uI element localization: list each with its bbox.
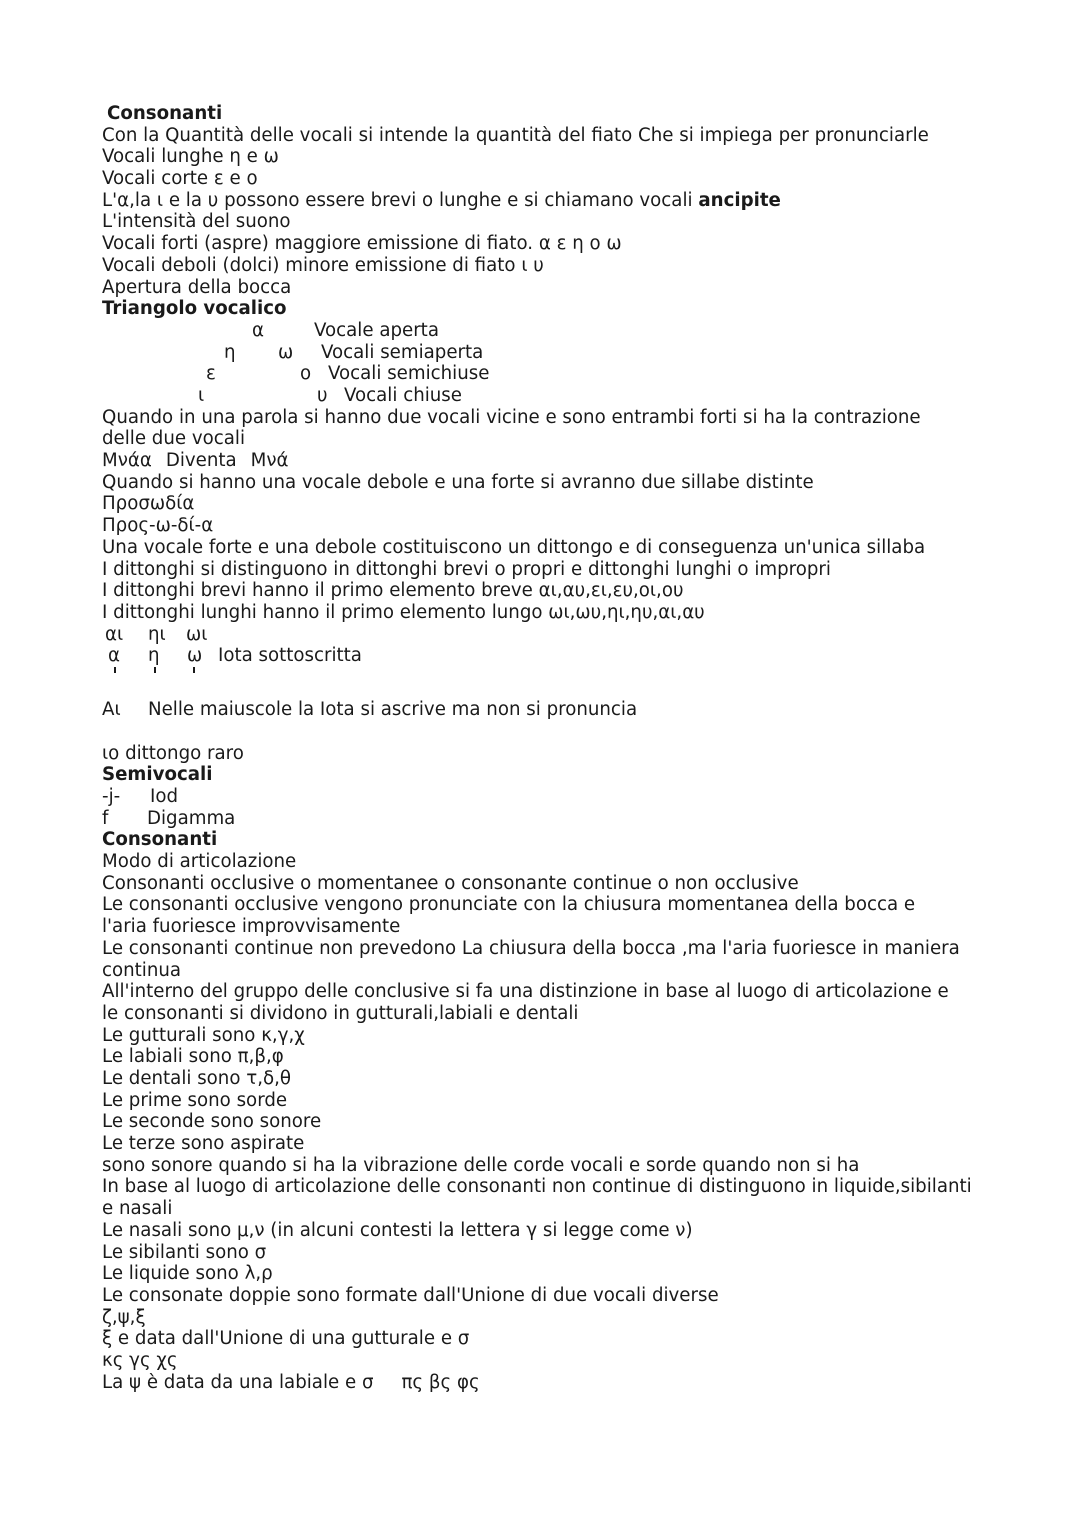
consonanti-line: Le gutturali sono κ,γ,χ bbox=[102, 1024, 305, 1046]
consonanti-line: In base al luogo di articolazione delle consonanti non continue di distinguono in liquide,sibilanti e nasali bbox=[102, 1176, 972, 1220]
consonanti-line: Le sibilanti sono σ bbox=[102, 1241, 267, 1263]
tri-alpha: α bbox=[252, 319, 264, 341]
consonanti-line: Le prime sono sorde bbox=[102, 1089, 288, 1111]
uppercase-text: Nelle maiuscole la Iota si ascrive ma non si pronuncia bbox=[148, 698, 638, 720]
iota-subscript-mark bbox=[193, 667, 195, 673]
diphthong-line: I dittonghi si distinguono in dittonghi brevi o propri e dittonghi lunghi o impropri bbox=[102, 558, 831, 580]
tri-epsilon: ε bbox=[206, 363, 216, 385]
consonanti-line: Le terze sono aspirate bbox=[102, 1133, 305, 1155]
ancipite-bold: ancipite bbox=[698, 189, 781, 211]
intensity-line: L'intensità del suono bbox=[102, 211, 291, 233]
mnaa-result: Μνά bbox=[250, 450, 289, 472]
triangle-heading: Triangolo vocalico bbox=[102, 298, 287, 320]
vowel-triangle bbox=[102, 320, 1002, 407]
semivocale-digamma bbox=[102, 808, 1002, 830]
diphthong-line: Προς-ω-δί-α bbox=[102, 515, 214, 537]
ancipite-text: L'α,la ι e la υ possono essere brevi o lunghe e si chiamano vocali bbox=[102, 189, 699, 211]
diphthong-line: I dittonghi brevi hanno il primo elemento breve αι,αυ,ει,ευ,οι,ου bbox=[102, 580, 684, 602]
uppercase-letter: Aι bbox=[102, 698, 121, 720]
document-page bbox=[102, 103, 1002, 1393]
consonanti-line: All'interno del gruppo delle conclusive si fa una distinzione in base al luogo di articolazione e le consonanti si dividono in gutturali,labiali e dentali bbox=[102, 981, 949, 1024]
intro-line: Con la Quantità delle vocali si intende la quantità del fiato Che si impiega per pronunciarle bbox=[102, 124, 929, 146]
consonanti-line: sono sonore quando si ha la vibrazione delle corde vocali e sorde quando non si ha bbox=[102, 1154, 860, 1176]
iota-d3: ωι bbox=[186, 623, 208, 645]
mnaa-becomes: Diventa bbox=[165, 450, 237, 472]
iota-d1: αι bbox=[105, 623, 124, 645]
diphthong-line: I dittonghi lunghi hanno il primo elemento lungo ωι,ωυ,ηι,ηυ,αι,αυ bbox=[102, 601, 705, 623]
consonanti-line: Modo di articolazione bbox=[102, 851, 297, 873]
consonanti-line: ξ e data dall'Unione di una gutturale e σ bbox=[102, 1328, 470, 1350]
iod-name: Iod bbox=[150, 786, 179, 808]
tri-label-semiopen: Vocali semiaperta bbox=[321, 341, 484, 363]
psi-groups: πς βς φς bbox=[401, 1371, 480, 1393]
consonanti-line: ζ,ψ,ξ bbox=[102, 1306, 146, 1328]
consonanti-line: Le labiali sono π,β,φ bbox=[102, 1046, 284, 1068]
iota-subscript-row bbox=[102, 645, 1002, 667]
diphthong-line: Una vocale forte e una debole costituiscono un dittongo e di conseguenza un'unica sillaba bbox=[102, 536, 926, 558]
intro-line: Vocali lunghe η e ω bbox=[102, 146, 279, 168]
iota-d2: ηι bbox=[148, 623, 166, 645]
uppercase-line bbox=[102, 699, 1002, 721]
consonanti-line: κς γς χς bbox=[102, 1350, 178, 1372]
diphthong-line: Προσωδία bbox=[102, 493, 195, 515]
mnaa-line bbox=[102, 450, 1002, 472]
iota-subscript-mark bbox=[154, 667, 156, 673]
ancipite-line bbox=[102, 190, 1002, 212]
title-consonanti: Consonanti bbox=[107, 103, 223, 124]
consonanti-heading: Consonanti bbox=[102, 829, 218, 851]
tri-label-open: Vocale aperta bbox=[314, 319, 439, 341]
iota-s1: α bbox=[108, 645, 120, 667]
consonanti-line: Le consonate doppie sono formate dall'Unione di due vocali diverse bbox=[102, 1284, 719, 1306]
digamma-symbol: f bbox=[102, 807, 109, 829]
consonanti-line: Le liquide sono λ,ρ bbox=[102, 1263, 273, 1285]
tri-iota: ι bbox=[198, 384, 205, 406]
consonanti-line: Consonanti occlusive o momentanee o consonante continue o non occlusive bbox=[102, 872, 799, 894]
mnaa-word: Μνάα bbox=[102, 450, 152, 472]
consonanti-line: Le dentali sono τ,δ,θ bbox=[102, 1068, 292, 1090]
iota-diphthongs bbox=[102, 624, 1002, 646]
iota-subscript-mark bbox=[114, 667, 116, 673]
tri-label-semiclosed: Vocali semichiuse bbox=[328, 363, 490, 385]
intensity-line: Apertura della bocca bbox=[102, 276, 292, 298]
semivocale-iod bbox=[102, 786, 1002, 808]
tri-label-closed: Vocali chiuse bbox=[344, 384, 462, 406]
semivocali-heading: Semivocali bbox=[102, 764, 213, 786]
intensity-line: Vocali deboli (dolci) minore emissione di fiato ι υ bbox=[102, 254, 544, 276]
intensity-line: Vocali forti (aspre) maggiore emissione di fiato. α ε η ο ω bbox=[102, 233, 622, 255]
iota-label: Iota sottoscritta bbox=[218, 645, 362, 667]
consonanti-line: Le nasali sono μ,ν (in alcuni contesti la lettera γ si legge come ν) bbox=[102, 1219, 693, 1241]
rare-diphthong: ιο dittongo raro bbox=[102, 742, 244, 764]
iota-s3: ω bbox=[187, 645, 203, 667]
iota-s2: η bbox=[148, 645, 160, 667]
consonanti-line: Le seconde sono sonore bbox=[102, 1111, 322, 1133]
consonanti-line: Le consonanti continue non prevedono La chiusura della bocca ,ma l'aria fuoriesce in maniera continua bbox=[102, 937, 960, 981]
diphthong-line: Quando si hanno una vocale debole e una forte si avranno due sillabe distinte bbox=[102, 471, 814, 493]
tri-eta: η bbox=[224, 341, 236, 363]
iota-subscript-marks bbox=[102, 667, 1002, 677]
tri-omega: ω bbox=[278, 341, 294, 363]
psi-line bbox=[102, 1372, 1002, 1394]
tri-omicron: ο bbox=[300, 363, 312, 385]
psi-text: La ψ è data da una labiale e σ bbox=[102, 1371, 374, 1393]
iod-symbol: -j- bbox=[102, 786, 121, 808]
digamma-name: Digamma bbox=[147, 807, 236, 829]
tri-upsilon: υ bbox=[317, 384, 328, 406]
contraction-text: Quando in una parola si hanno due vocali vicine e sono entrambi forti si ha la contrazione delle due vocali bbox=[102, 406, 921, 450]
consonanti-line: Le consonanti occlusive vengono pronunciate con la chiusura momentanea della bocca e l'aria fuoriesce improvvisamente bbox=[102, 894, 916, 938]
intro-line: Vocali corte ε e ο bbox=[102, 168, 258, 190]
